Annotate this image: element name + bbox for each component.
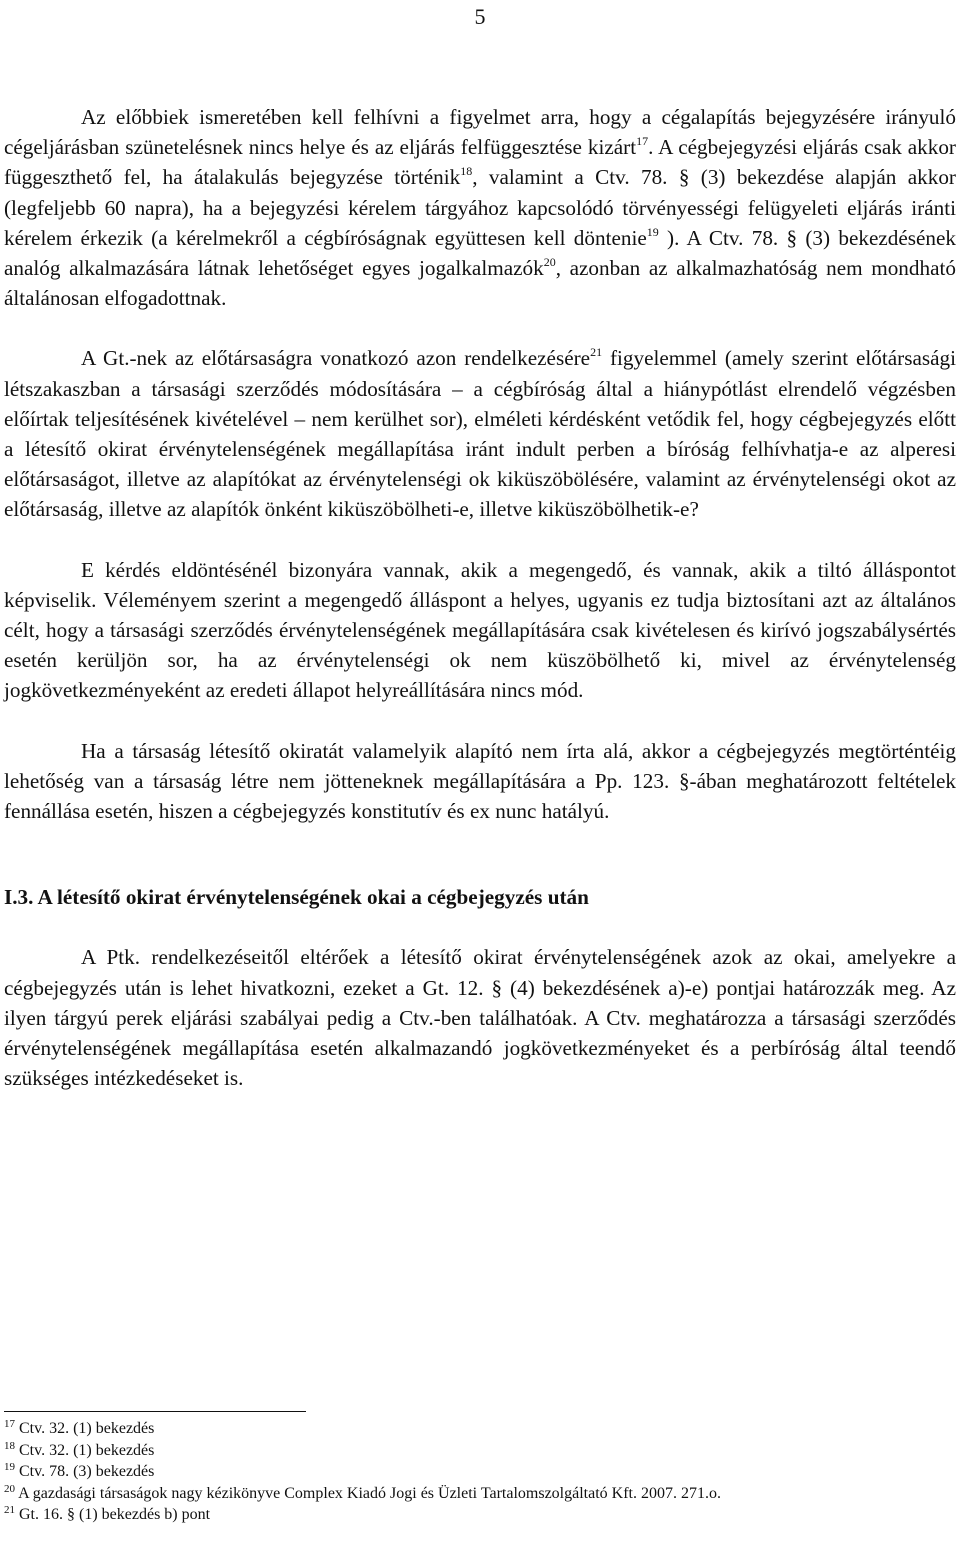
footnote-text: Ctv. 78. (3) bekezdés bbox=[19, 1463, 155, 1480]
footnotes bbox=[4, 1418, 956, 1526]
paragraph-text: ). A Ctv. 78. § (3) bekezdésének analóg alkalmazására látnak lehetőséget egyes jogalkalmazók bbox=[4, 225, 956, 281]
paragraph-text: E kérdés eldöntésénél bizonyára vannak, akik a megengedő, és vannak, akik a tiltó álláspontot képviselik. Véleményem szerint a megengedő álláspont a helyes, ugyanis ez tudja biztosítani azt az általános célt, hogy a társasági szerződés érvénytelenségének megállapítására csak kivételesen és kirívó jogszabálysértés esetén kerüljön sor, ha az érvénytelenségi ok nem küszöbölhető ki, mivel az érvénytelenség jogkövetkezményeként az eredeti állapot helyreállítására nincs mód. bbox=[4, 557, 956, 703]
footnote-number: 17 bbox=[4, 1418, 15, 1430]
footnote-21 bbox=[4, 1504, 956, 1526]
paragraph-text: figyelemmel (amely szerint előtársasági létszakaszban a társasági szerződés módosítására – a cégbíróság által a hiánypótlást elrendelő végzésben előírtak teljesítésének kivételével – nem kerülhet sor), elméleti kérdésként vetődik fel, hogy cégbejegyzés előtt a létesítő okirat érvénytelenségének megállapítása iránt indult perben a bíróság felhívhatja-e az alperesi előtársaságot, illetve az alapítókat az érvénytelenségi ok kiküszöbölésére, valamint az érvénytelenségi okot az előtársaság, illetve az alapítók önként kiküszöbölheti-e, illetve kiküszöbölhetik-e? bbox=[4, 346, 957, 522]
paragraph-text: Az előbbiek ismeretében kell felhívni a figyelmet arra, hogy a cégalapítás bejegyzésére irányuló cégeljárásban szünetelésnek nincs helye és az eljárás felfüggesztése kizárt bbox=[4, 105, 956, 160]
paragraph-text: Ha a társaság létesítő okiratát valamelyik alapító nem írta alá, akkor a cégbejegyzés megtörténtéig lehetőség van a társaság létre nem jötteneknek megállapítására a Pp. 123. §-ában meghatározott feltételek fennállása esetén, hiszen a cégbejegyzés konstitutív és ex nunc hatályú. bbox=[4, 738, 956, 824]
paragraph-2 bbox=[4, 343, 956, 524]
footnote-ref-20[interactable]: 20 bbox=[543, 255, 556, 270]
footnote-18 bbox=[4, 1440, 956, 1462]
footnote-number: 21 bbox=[4, 1504, 15, 1516]
footnote-ref-17[interactable]: 17 bbox=[636, 134, 649, 149]
paragraph-text: . A cégbejegyzési eljárás csak akkor függeszthető fel, ha átalakulás bejegyzése történik bbox=[4, 135, 956, 190]
document-body bbox=[4, 102, 956, 1093]
footnote-19 bbox=[4, 1461, 956, 1483]
footnote-number: 20 bbox=[4, 1482, 15, 1495]
footnote-number: 18 bbox=[4, 1439, 15, 1452]
footnote-text: Gt. 16. § (1) bekezdés b) pont bbox=[19, 1506, 211, 1523]
footnote-20 bbox=[4, 1483, 956, 1505]
paragraph-text: , azonban az alkalmazhatóság nem mondható általánosan elfogadottnak. bbox=[4, 256, 956, 311]
page-number: 5 bbox=[474, 4, 486, 29]
footnote-text: Ctv. 32. (1) bekezdés bbox=[19, 1420, 155, 1437]
paragraph-text: A Gt.-nek az előtársaságra vonatkozó azon rendelkezésére bbox=[81, 346, 591, 371]
footnote-ref-18[interactable]: 18 bbox=[460, 164, 473, 179]
footnote-text: A gazdasági társaságok nagy kézikönyve Complex Kiadó Jogi és Üzleti Tartalomszolgáltató Kft. 2007. 271.o. bbox=[18, 1484, 721, 1502]
paragraph-3 bbox=[4, 555, 956, 706]
footnote-separator bbox=[4, 1411, 306, 1412]
section-heading: I.3. A létesítő okirat érvénytelenségének okai a cégbejegyzés után bbox=[4, 885, 589, 910]
paragraph-4 bbox=[4, 736, 956, 827]
footnote-text: Ctv. 32. (1) bekezdés bbox=[19, 1441, 155, 1459]
footnote-17 bbox=[4, 1418, 956, 1440]
paragraph-text: , valamint a Ctv. 78. § (3) bekezdése alapján akkor (legfeljebb 60 napra), ha a bejegyzési kérelem tárgyához kapcsolódó törvényességi felügyeleti eljárás iránti kérelem érkezik (a kérelmekről a cégbíróságnak együttesen kell döntenie bbox=[4, 165, 956, 250]
footnote-ref-19[interactable]: 19 bbox=[646, 224, 659, 239]
paragraph-1 bbox=[4, 102, 956, 313]
section-paragraph: A Ptk. rendelkezéseitől eltérőek a létesítő okirat érvénytelenségének azok az okai, amelyekre a cégbejegyzés után is lehet hivatkozni, ezeket a Gt. 12. § (4) bekezdésének a)-e) pontjai határozzák meg. Az ilyen tárgyú perek eljárási szabályai pedig a Ctv.-ben találhatóak. A Ctv. meghatározza a társasági szerződés érvénytelenségének megállapítása esetén alkalmazandó jogkövetkezményeket és a perbíróság által teendő szükséges intézkedéseket is. bbox=[4, 945, 956, 1091]
footnote-number: 19 bbox=[4, 1461, 15, 1473]
footnote-ref-21[interactable]: 21 bbox=[590, 345, 603, 360]
